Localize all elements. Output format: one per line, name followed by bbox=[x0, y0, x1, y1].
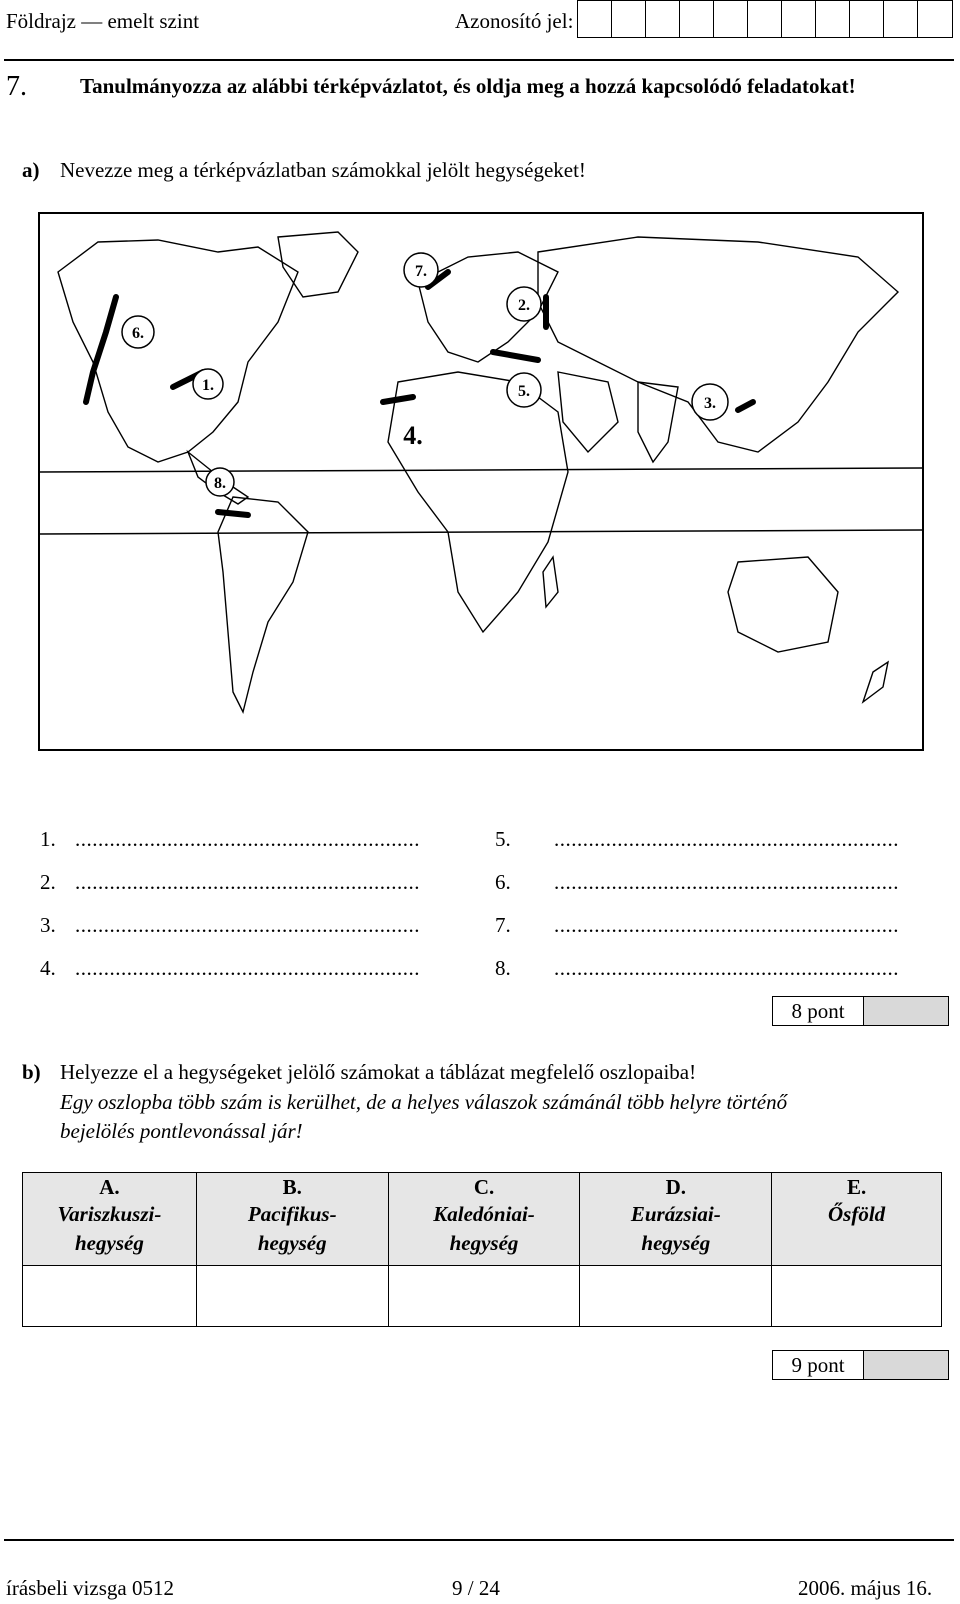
points-box-a bbox=[772, 996, 949, 1026]
points-score-field-a[interactable] bbox=[864, 997, 948, 1025]
answer-line-5[interactable]: 5. ............................................................ bbox=[495, 827, 899, 851]
points-box-b bbox=[772, 1350, 949, 1380]
answer-cell-b[interactable] bbox=[196, 1266, 388, 1327]
answer-cell-c[interactable] bbox=[388, 1266, 580, 1327]
map-marker-5: 5. bbox=[518, 383, 530, 400]
answer-line-3[interactable]: 3. ............................................................ bbox=[40, 913, 420, 937]
answer-line-2[interactable]: 2. ............................................................ bbox=[40, 870, 420, 894]
answer-line-1[interactable]: 1. ............................................................ bbox=[40, 827, 420, 851]
answer-line-8[interactable]: 8. ............................................................ bbox=[495, 956, 899, 980]
part-b-note-line-1: Egy oszlopba több szám is kerülhet, de a helyes válaszok számánál több helyre történő bbox=[60, 1090, 788, 1114]
world-map-sketch bbox=[38, 212, 924, 751]
part-b-note-line-2: bejelölés pontlevonással jár! bbox=[60, 1119, 303, 1143]
question-number: 7. bbox=[6, 71, 27, 102]
orogeny-table bbox=[22, 1172, 942, 1327]
footer-date: 2006. május 16. bbox=[798, 1576, 933, 1600]
part-a-text: Nevezze meg a térképvázlatban számokkal jelölt hegységeket! bbox=[60, 158, 586, 182]
range-8-mark bbox=[218, 512, 248, 515]
answer-cell-e[interactable] bbox=[772, 1266, 942, 1327]
column-a-header: A. Variszkuszi- hegység bbox=[23, 1173, 197, 1266]
column-d-header: D. Eurázsiai- hegység bbox=[580, 1173, 772, 1266]
points-label-a: 8 pont bbox=[773, 997, 864, 1025]
points-score-field-b[interactable] bbox=[864, 1351, 948, 1379]
part-a-letter: a) bbox=[22, 158, 40, 182]
table-header-row bbox=[23, 1173, 942, 1266]
map-marker-2: 2. bbox=[518, 297, 530, 314]
header-rule bbox=[4, 59, 954, 61]
column-c-header: C. Kaledóniai- hegység bbox=[388, 1173, 580, 1266]
answer-line-4[interactable]: 4. ............................................................ bbox=[40, 956, 420, 980]
column-b-header: B. Pacifikus- hegység bbox=[196, 1173, 388, 1266]
column-e-header: E. Ősföld bbox=[772, 1173, 942, 1266]
answer-line-6[interactable]: 6. ............................................................ bbox=[495, 870, 899, 894]
part-b-letter: b) bbox=[22, 1060, 41, 1084]
answer-cell-d[interactable] bbox=[580, 1266, 772, 1327]
map-marker-8: 8. bbox=[214, 475, 226, 492]
map-marker-3: 3. bbox=[704, 395, 716, 412]
map-marker-4: 4. bbox=[403, 421, 423, 450]
answer-line-7[interactable]: 7. ............................................................ bbox=[495, 913, 899, 937]
id-code-boxes[interactable] bbox=[577, 0, 953, 38]
id-label: Azonosító jel: bbox=[455, 9, 574, 33]
footer-rule bbox=[4, 1539, 954, 1541]
points-label-b: 9 pont bbox=[773, 1351, 864, 1379]
footer-exam-code: írásbeli vizsga 0512 bbox=[6, 1576, 174, 1600]
map-marker-6: 6. bbox=[132, 325, 144, 342]
part-b-text: Helyezze el a hegységeket jelölő számokat a táblázat megfelelő oszlopaiba! bbox=[60, 1060, 697, 1084]
map-marker-7: 7. bbox=[415, 263, 427, 280]
header-subject: Földrajz — emelt szint bbox=[6, 9, 200, 33]
table-answer-row bbox=[23, 1266, 942, 1327]
footer-page-number: 9 / 24 bbox=[452, 1576, 500, 1600]
map-frame bbox=[39, 213, 923, 750]
map-marker-1: 1. bbox=[202, 377, 214, 394]
question-instruction: Tanulmányozza az alábbi térképvázlatot, és oldja meg a hozzá kapcsolódó feladatokat! bbox=[80, 74, 856, 98]
answer-cell-a[interactable] bbox=[23, 1266, 197, 1327]
